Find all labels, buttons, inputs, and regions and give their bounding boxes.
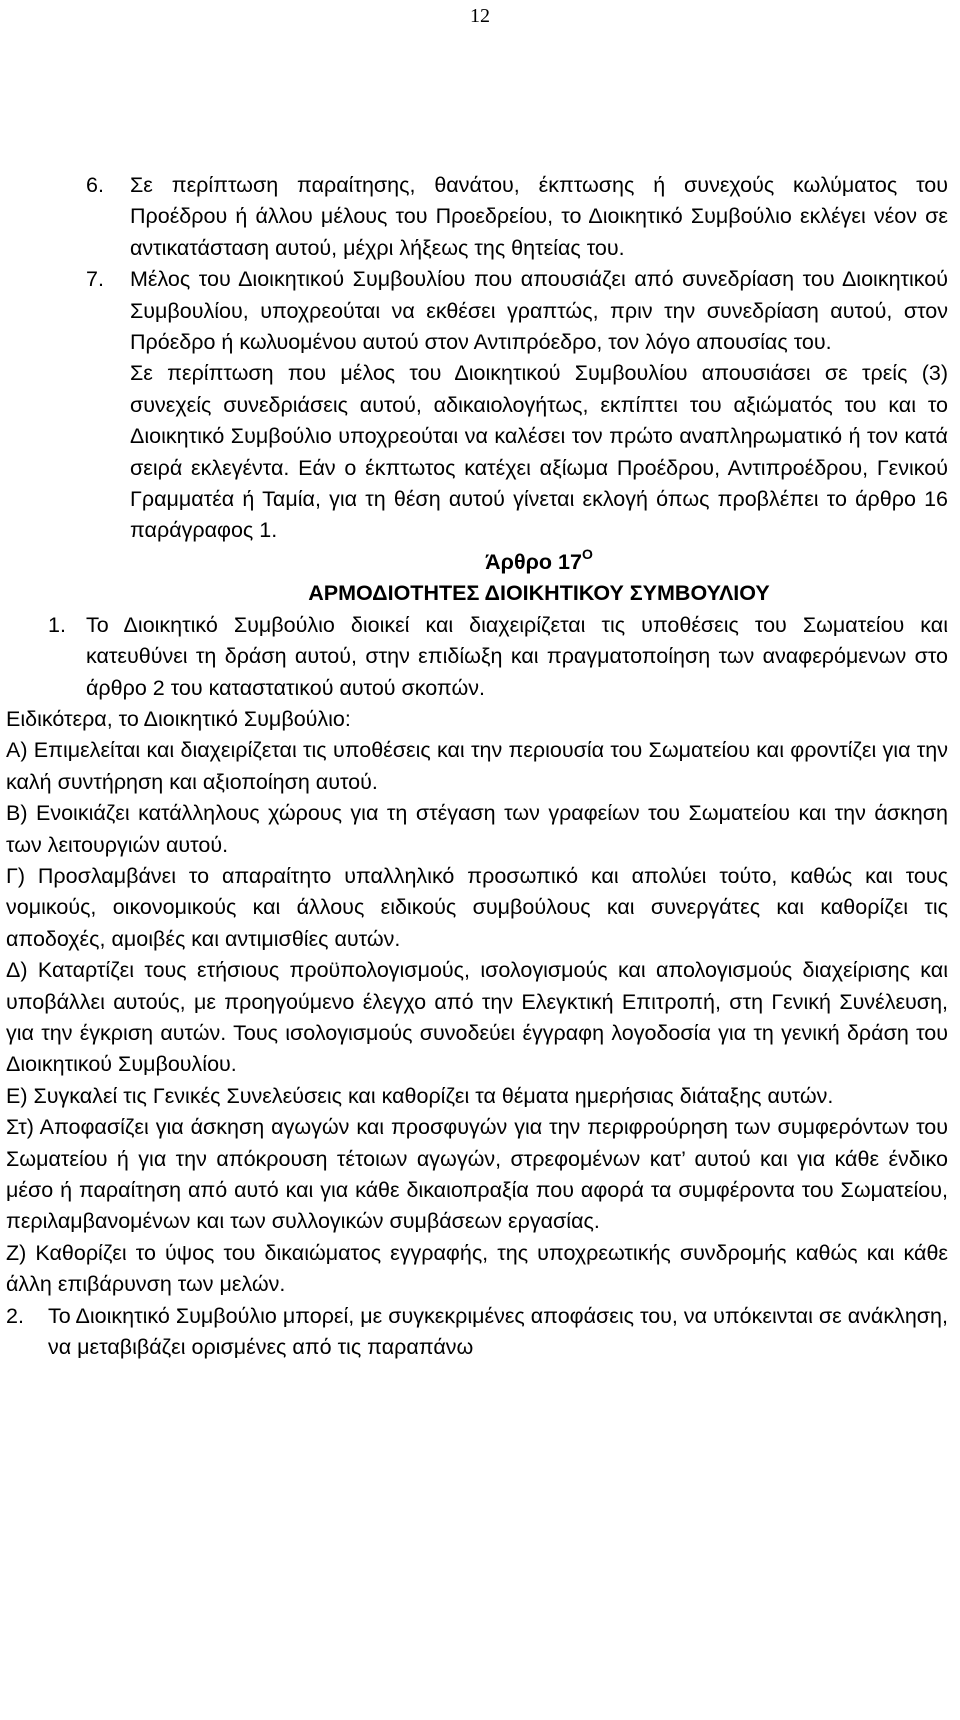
- item-number: 6.: [86, 173, 104, 197]
- intro-line: Ειδικότερα, το Διοικητικό Συμβούλιο:: [6, 706, 351, 731]
- point-z: Ζ) Καθορίζει το ύψος του δικαιώματος εγγραφής, της υποχρεωτικής συνδρομής καθώς και κάθε άλλη επιβάρυνση των μελών.: [6, 1240, 948, 1297]
- page-number: 12: [470, 5, 490, 27]
- item-text: Μέλος του Διοικητικού Συμβουλίου που απουσιάζει από συνεδρίαση του Διοικητικού Συμβουλίου, υποχρεούται να εκθέσει γραπτώς, πριν την συνεδρίαση αυτού, στον Πρόεδρο ή κωλυομένου αυτού στον Αντιπρόεδρο, τον λόγο απουσίας του.: [130, 267, 948, 355]
- point-b: Β) Ενοικιάζει κατάλληλους χώρους για τη στέγαση των γραφείων του Σωματείου και την άσκηση των λειτουργιών αυτού.: [6, 801, 948, 857]
- article-paragraph-2: [6, 1301, 948, 1364]
- point-st: Στ) Αποφασίζει για άσκηση αγωγών και προσφυγών για την περιφρούρηση των συμφερόντων του Σωματείου ή για την απόκρουση τέτοιων αγωγών, στρεφομένων κατ’ αυτού και για κάθε ένδικο μέσο ή παραίτηση από αυτό και για κάθε δικαιοπραξία που αφορά τα συμφέροντα του Σωματείου, περιλαμβανομένων και των συλλογικών συμβάσεων εργασίας.: [6, 1115, 948, 1234]
- article-subtitle: ΑΡΜΟΔΙΟΤΗΤΕΣ ΔΙΟΙΚΗΤΙΚΟΥ ΣΥΜΒΟΥΛΙΟΥ: [308, 581, 770, 606]
- item-number: 1.: [48, 612, 66, 637]
- point-d: Δ) Καταρτίζει τους ετήσιους προϋπολογισμούς, ισολογισμούς και απολογισμούς διαχείρισης και υποβάλλει αυτούς, με προηγούμενο έλεγχο από την Ελεγκτική Επιτροπή, στη Γενική Συνέλευση, για την έγκριση αυτών. Τους ισολογισμούς συνοδεύει έγγραφη λογοδοσία για τη γενική δράση του Διοικητικού Συμβουλίου.: [6, 958, 948, 1077]
- point-a: Α) Επιμελείται και διαχειρίζεται τις υποθέσεις και την περιουσία του Σωματείου και φροντίζει για την καλή συντήρηση και αξιοποίηση αυτού.: [6, 738, 948, 794]
- point-c: Γ) Προσλαμβάνει το απαραίτητο υπαλληλικό προσωπικό και απολύει τούτο, καθώς και τους νομικούς, οικονομικούς και άλλους ειδικούς συμβούλους και συνεργάτες και καθορίζει τις αποδοχές, αμοιβές και αντιμισθίες αυτών.: [6, 863, 948, 951]
- article-title-text: Άρθρο 17: [485, 549, 582, 574]
- paragraph-item-6: [6, 170, 948, 264]
- item-number: 7.: [86, 267, 104, 292]
- article-title: [6, 547, 948, 578]
- article-title-superscript: Ο: [581, 545, 593, 562]
- point-e: Ε) Συγκαλεί τις Γενικές Συνελεύσεις και καθορίζει τα θέματα ημερήσιας διάταξης αυτών.: [6, 1083, 834, 1108]
- article-paragraph-1: [6, 610, 948, 704]
- item-text: Το Διοικητικό Συμβούλιο μπορεί, με συγκεκριμένες αποφάσεις του, να υπόκεινται σε ανάκληση, να μεταβιβάζει ορισμένες από τις παραπάνω: [48, 1303, 948, 1360]
- item-text: Σε περίπτωση παραίτησης, θανάτου, έκπτωσης ή συνεχούς κωλύματος του Προέδρου ή άλλου μέλους του Προεδρείου, το Διοικητικό Συμβούλιο εκλέγει νέον σε αντικατάσταση αυτού, μέχρι λήξεως της θητείας του.: [130, 173, 948, 260]
- paragraph-item-7: [6, 264, 948, 358]
- item-number: 2.: [6, 1303, 24, 1328]
- document-body: [6, 170, 948, 1363]
- item-text: Το Διοικητικό Συμβούλιο διοικεί και διαχειρίζεται τις υποθέσεις του Σωματείου και κατευθύνει τη δράση αυτού, στην επιδίωξη και πραγματοποίηση των αναφερόμενων στο άρθρο 2 του καταστατικού αυτού σκοπών.: [86, 612, 948, 700]
- paragraph-item-7-continued: Σε περίπτωση που μέλος του Διοικητικού Συμβουλίου απουσιάσει σε τρείς (3) συνεχείς συνεδριάσεις αυτού, αδικαιολογήτως, εκπίπτει του αξιώματός του και το Διοικητικό Συμβούλιο υποχρεούται να καλέσει τον πρώτο αναπληρωματικό ή τον κατά σειρά εκλεγέντα. Εάν ο έκπτωτος κατέχει αξίωμα Προέδρου, Αντιπροέδρου, Γενικού Γραμματέα ή Ταμία, για τη θέση αυτού γίνεται εκλογή όπως προβλέπει το άρθρο 16 παράγραφος 1.: [130, 361, 948, 543]
